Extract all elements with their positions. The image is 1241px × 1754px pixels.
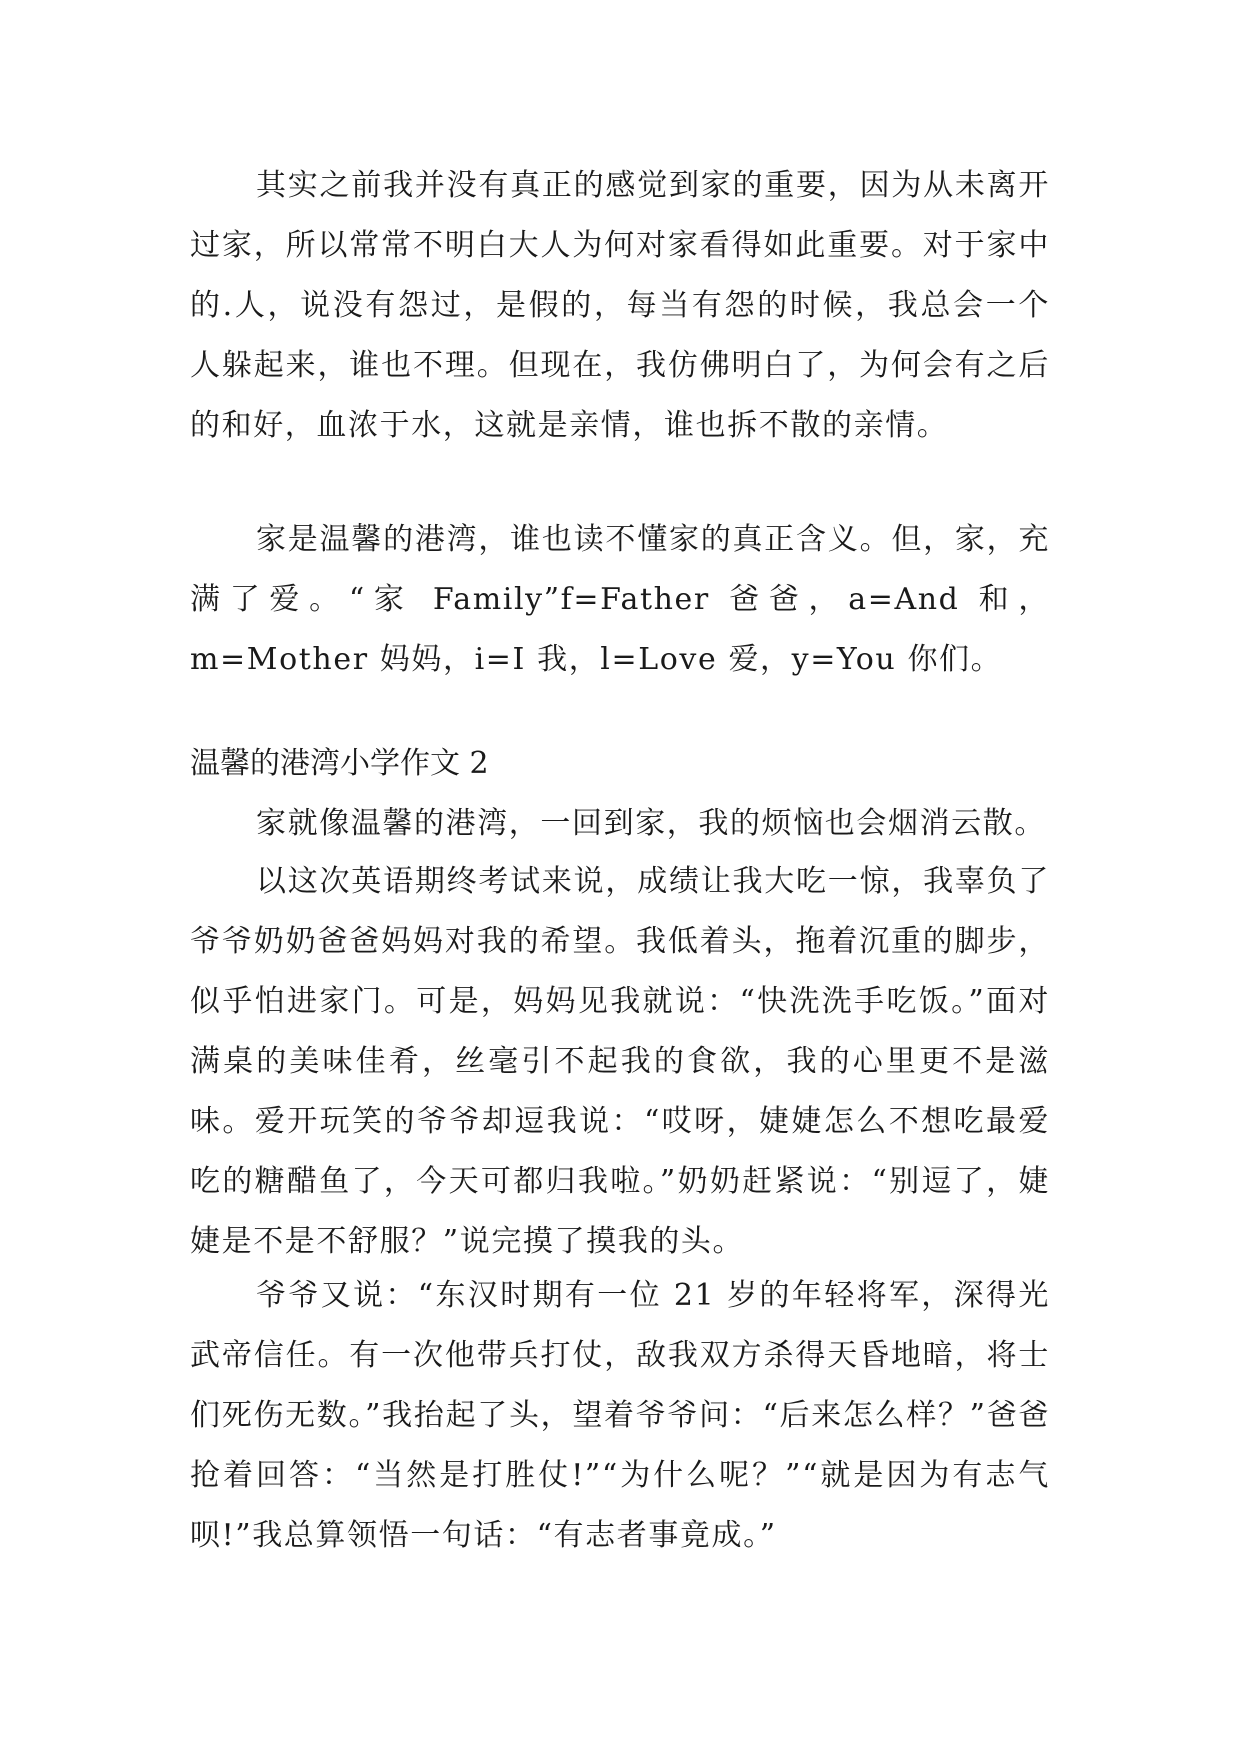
section-title: 温馨的港湾小学作文 2 [190, 746, 489, 781]
body-paragraph: 家是温馨的港湾，谁也读不懂家的真正含义。但，家，充满了爱。“家 Family”f=Father 爸爸，a=And 和，m=Mother 妈妈，i=I 我，l=Love 爱，y=You 你们。 [190, 522, 1050, 677]
body-paragraph: 家就像温馨的港湾，一回到家，我的烦恼也会烟消云散。 [256, 806, 1046, 841]
body-paragraph: 以这次英语期终考试来说，成绩让我大吃一惊，我辜负了爷爷奶奶爸爸妈妈对我的希望。我低着头，拖着沉重的脚步，似乎怕进家门。可是，妈妈见我就说：“快洗洗手吃饭。”面对满桌的美味佳肴，丝毫引不起我的食欲，我的心里更不是滋味。爱开玩笑的爷爷却逗我说：“哎呀，婕婕怎么不想吃最爱吃的糖醋鱼了，今天可都归我啦。”奶奶赶紧说：“别逗了，婕婕是不是不舒服？”说完摸了摸我的头。 [190, 864, 1050, 1259]
body-paragraph: 其实之前我并没有真正的感觉到家的重要，因为从未离开过家，所以常常不明白大人为何对家看得如此重要。对于家中的.人，说没有怨过，是假的，每当有怨的时候，我总会一个人躲起来，谁也不理。但现在，我仿佛明白了，为何会有之后的和好，血浓于水，这就是亲情，谁也拆不散的亲情。 [190, 168, 1050, 443]
body-paragraph: 爷爷又说：“东汉时期有一位 21 岁的年轻将军，深得光武帝信任。有一次他带兵打仗，敌我双方杀得天昏地暗，将士们死伤无数。”我抬起了头，望着爷爷问：“后来怎么样？”爸爸抢着回答：“当然是打胜仗!”“为什么呢？”“就是因为有志气呗!”我总算领悟一句话：“有志者事竟成。” [190, 1278, 1050, 1553]
